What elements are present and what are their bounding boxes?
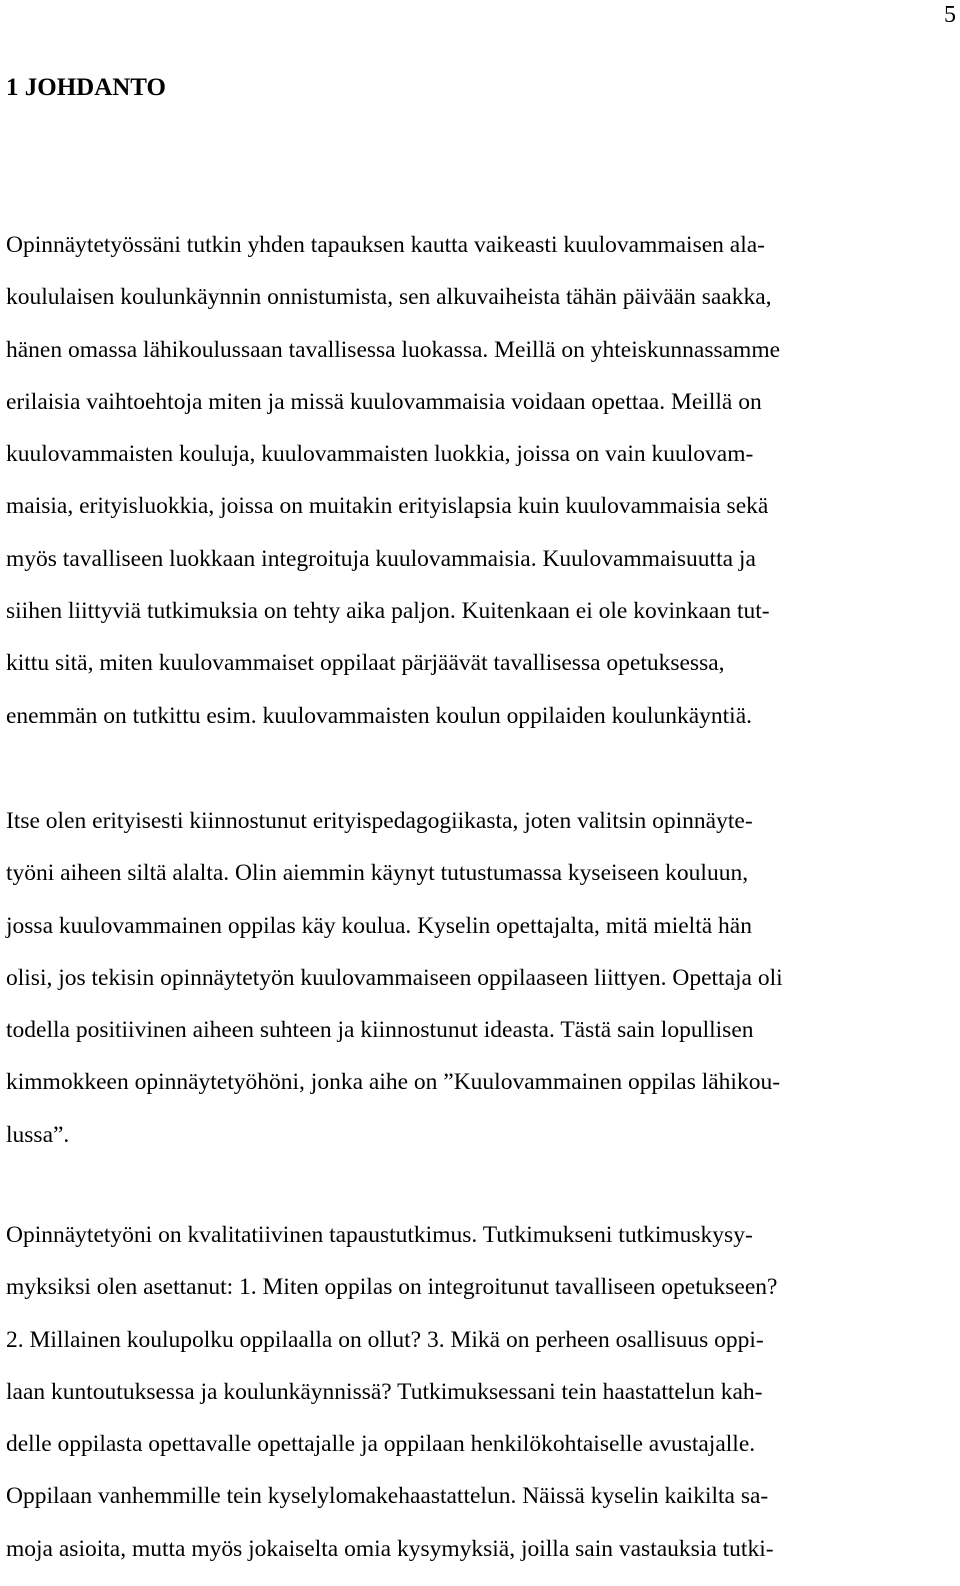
text-line: hänen omassa lähikoulussaan tavallisessa luokassa. Meillä on yhteiskunnassamme: [6, 336, 781, 363]
text-line: kittu sitä, miten kuulovammaiset oppilaat pärjäävät tavallisessa opetuksessa,: [6, 650, 725, 677]
text-line: myös tavalliseen luokkaan integroituja kuulovammaisia. Kuulovammaisuutta ja: [6, 545, 756, 572]
text-line: 2. Millainen koulupolku oppilaalla on ollut? 3. Mikä on perheen osallisuus oppi-: [6, 1326, 764, 1353]
text-line: kimmokkeen opinnäytetyöhöni, jonka aihe on ”Kuulovammainen oppilas lähikou-: [6, 1069, 781, 1096]
text-line: maisia, erityisluokkia, joissa on muitakin erityislapsia kuin kuulovammaisia sekä: [6, 493, 769, 520]
text-line: erilaisia vaihtoehtoja miten ja missä kuulovammaisia voidaan opettaa. Meillä on: [6, 388, 762, 415]
text-line: koululaisen koulunkäynnin onnistumista, sen alkuvaiheista tähän päivään saakka,: [6, 284, 772, 311]
text-line: delle oppilasta opettavalle opettajalle ja oppilaan henkilökohtaiselle avustajalle.: [6, 1431, 756, 1458]
chapter-heading: 1 JOHDANTO: [6, 74, 166, 101]
text-line: enemmän on tutkittu esim. kuulovammaisten koulun oppilaiden koulunkäyntiä.: [6, 702, 753, 729]
text-line: moja asioita, mutta myös jokaiselta omia kysymyksiä, joilla sain vastauksia tutki-: [6, 1535, 774, 1562]
text-line: olisi, jos tekisin opinnäytetyön kuulovammaiseen oppilaaseen liittyen. Opettaja oli: [6, 964, 783, 991]
text-line: todella positiivinen aiheen suhteen ja kiinnostunut ideasta. Tästä sain lopullisen: [6, 1017, 754, 1044]
text-line: Opinnäytetyössäni tutkin yhden tapauksen kautta vaikeasti kuulovammaisen ala-: [6, 232, 765, 258]
text-line: kuulovammaisten kouluja, kuulovammaisten luokkia, joissa on vain kuulovam-: [6, 441, 754, 468]
paragraph-motivation: [6, 795, 924, 1161]
paragraph-introduction: [6, 219, 924, 742]
page-number: 5: [944, 2, 956, 28]
text-line: jossa kuulovammainen oppilas käy koulua. Kyselin opettajalta, mitä mieltä hän: [6, 912, 752, 939]
text-line: Opinnäytetyöni on kvalitatiivinen tapaustutkimus. Tutkimukseni tutkimuskysy-: [6, 1222, 753, 1248]
text-line: Itse olen erityisesti kiinnostunut erityispedagogiikasta, joten valitsin opinnäyte-: [6, 808, 753, 834]
text-line: siihen liittyviä tutkimuksia on tehty aika paljon. Kuitenkaan ei ole kovinkaan tut-: [6, 598, 770, 625]
text-line: laan kuntoutuksessa ja koulunkäynnissä? Tutkimuksessani tein haastattelun kah-: [6, 1378, 763, 1405]
paragraph-method: [6, 1209, 924, 1575]
text-line: työni aiheen siltä alalta. Olin aiemmin käynyt tutustumassa kyseiseen kouluun,: [6, 860, 749, 887]
text-line: myksiksi olen asettanut: 1. Miten oppilas on integroitunut tavalliseen opetukseen?: [6, 1274, 778, 1301]
text-line: Oppilaan vanhemmille tein kyselylomakehaastattelun. Näissä kyselin kaikilta sa-: [6, 1483, 769, 1510]
text-line: lussa”.: [6, 1121, 70, 1148]
